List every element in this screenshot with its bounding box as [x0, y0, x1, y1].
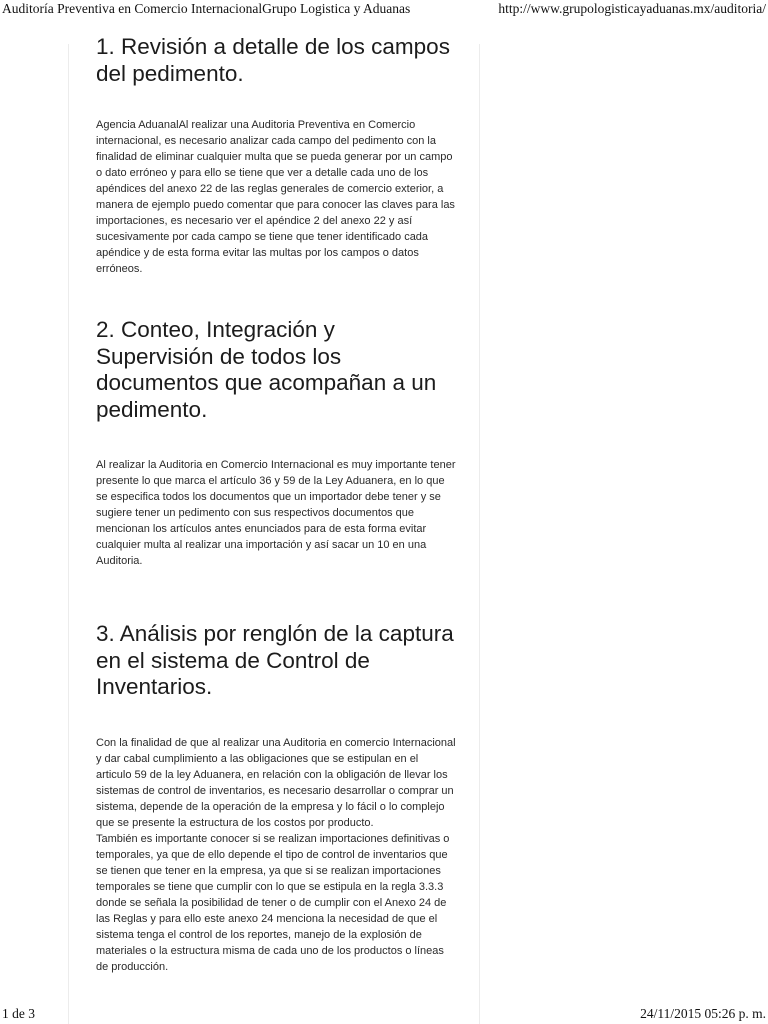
print-footer	[0, 1004, 768, 1024]
page-number: 1 de 3	[2, 1006, 35, 1021]
content-right-border	[479, 44, 480, 1024]
print-header-url: http://www.grupologisticayaduanas.mx/auditoria/	[498, 1, 766, 16]
section-3-paragraph-2: También es importante conocer si se realizan importaciones definitivas o temporales, ya que de ello depende el tipo de control de inventarios que se tienen que tener en la empresa, ya que si se realizan importaciones temporales se tiene que cumplir con lo que se estipula en la regla 3.3.3 donde se señala la posibilidad de tener o de cumplir con el Anexo 24 de las Reglas y para ello este anexo 24 menciona la necesidad de que el sistema tenga el control de los reportes, manejo de la explosión de materiales o la estructura misma de cada uno de los productos o líneas de producción.	[96, 832, 450, 973]
section-3-heading: 3. Análisis por renglón de la captura en el sistema de Control de Inventarios.	[96, 621, 454, 699]
print-datetime: 24/11/2015 05:26 p. m.	[640, 1006, 766, 1021]
section-1-heading: 1. Revisión a detalle de los campos del pedimento.	[96, 34, 450, 86]
section-2-heading: 2. Conteo, Integración y Supervisión de todos los documentos que acompañan a un pedimento.	[96, 317, 437, 422]
section-1-paragraph: Agencia AduanalAl realizar una Auditoria Preventiva en Comercio internacional, es necesario analizar cada campo del pedimento con la finalidad de eliminar cualquier multa que se pueda generar por un campo o dato erróneo y para ello se tiene que ver a detalle cada uno de los apéndices del anexo 22 de las reglas generales de comercio exterior, a manera de ejemplo puedo comentar que para conocer las claves para las importaciones, es necesario ver el apéndice 2 del anexo 22 y así sucesivamente por cada campo se tiene que tener identificado cada apéndice y de esta forma evitar las multas por los campos o datos erróneos.	[96, 119, 455, 275]
content-left-border	[68, 44, 69, 1024]
section-3-paragraph-1: Con la finalidad de que al realizar una Auditoria en comercio Internacional y dar cabal cumplimiento a las obligaciones que se estipulan en el articulo 59 de la ley Aduanera, en relación con la obligación de llevar los sistemas de control de inventarios, es necesario desarrollar o comprar un sistema, depende de la operación de la empresa y lo fácil o lo complejo que se presente la estructura de los costos por producto.	[96, 736, 456, 829]
print-header	[0, 0, 768, 20]
print-header-title: Auditoría Preventiva en Comercio InternacionalGrupo Logistica y Aduanas	[2, 1, 411, 16]
article-content	[96, 34, 456, 975]
section-2-paragraph: Al realizar la Auditoria en Comercio Internacional es muy importante tener presente lo que marca el artículo 36 y 59 de la Ley Aduanera, en lo que se especifica todos los documentos que un importador debe tener y se sugiere tener un pedimento con sus respectivos documentos que mencionan los artículos antes enunciados para de esta forma evitar cualquier multa al realizar una importación y así sacar un 10 en una Auditoria.	[96, 459, 456, 567]
